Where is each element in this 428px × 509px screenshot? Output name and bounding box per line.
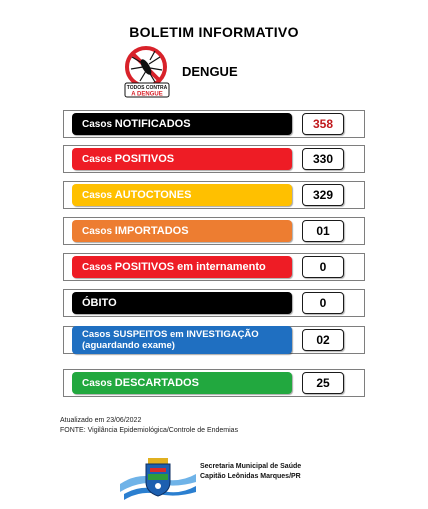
source-note: FONTE: Vigilância Epidemiológica/Controle de Endemias — [60, 427, 239, 434]
case-value: 0 — [302, 292, 344, 314]
case-label-prefix: Casos — [82, 119, 115, 130]
no-mosquito-logo — [122, 45, 172, 99]
case-label-prefix: Casos — [82, 378, 115, 389]
case-label-prefix: Casos — [82, 262, 115, 273]
case-label — [72, 184, 292, 206]
logo-text-2: A DENGUE — [131, 91, 163, 98]
case-label-prefix: Casos — [82, 154, 115, 165]
case-value: 02 — [302, 329, 344, 351]
case-label-main: NOTIFICADOS — [114, 118, 191, 130]
page-subtitle: DENGUE — [182, 64, 238, 79]
case-value: 01 — [302, 220, 344, 242]
case-label-text — [82, 153, 174, 165]
case-label-main: IMPORTADOS — [114, 225, 189, 237]
case-value: 358 — [302, 113, 344, 135]
case-label — [72, 220, 292, 242]
case-label-sub: (aguardando exame) — [82, 340, 175, 351]
case-value: 25 — [302, 372, 344, 394]
case-label-main: POSITIVOS — [114, 153, 175, 165]
case-label-prefix: Casos — [82, 226, 115, 237]
case-label-main: DESCARTADOS — [114, 377, 199, 389]
logo-text-1: TODOS CONTRA — [126, 85, 168, 91]
page-title: BOLETIM INFORMATIVO — [129, 24, 299, 40]
case-label-text — [82, 297, 117, 309]
case-label — [72, 113, 292, 135]
case-label-prefix: Casos — [82, 190, 115, 201]
updated-date: Atualizado em 23/06/2022 — [60, 417, 142, 424]
case-label — [72, 256, 292, 278]
municipal-crest — [118, 454, 198, 502]
case-label-text — [82, 118, 191, 130]
case-label-main: SUSPEITOS em INVESTIGAÇÃO — [113, 329, 259, 340]
case-label-text — [82, 377, 199, 389]
case-value: 329 — [302, 184, 344, 206]
case-label-text — [82, 225, 189, 237]
case-value: 330 — [302, 148, 344, 170]
case-label-text — [82, 329, 259, 340]
case-label — [72, 148, 292, 170]
case-label-main: AUTOCTONES — [114, 189, 192, 201]
org-name: Secretaria Municipal de Saúde — [200, 463, 302, 470]
case-label-prefix: Casos — [82, 329, 114, 340]
case-label — [72, 326, 292, 354]
org-city: Capitão Leônidas Marques/PR — [200, 473, 301, 480]
case-label-main: ÓBITO — [82, 297, 117, 309]
case-label — [72, 292, 292, 314]
case-value: 0 — [302, 256, 344, 278]
case-label — [72, 372, 292, 394]
case-label-text — [82, 189, 191, 201]
case-label-text — [82, 261, 266, 273]
case-label-main: POSITIVOS em internamento — [114, 261, 266, 273]
